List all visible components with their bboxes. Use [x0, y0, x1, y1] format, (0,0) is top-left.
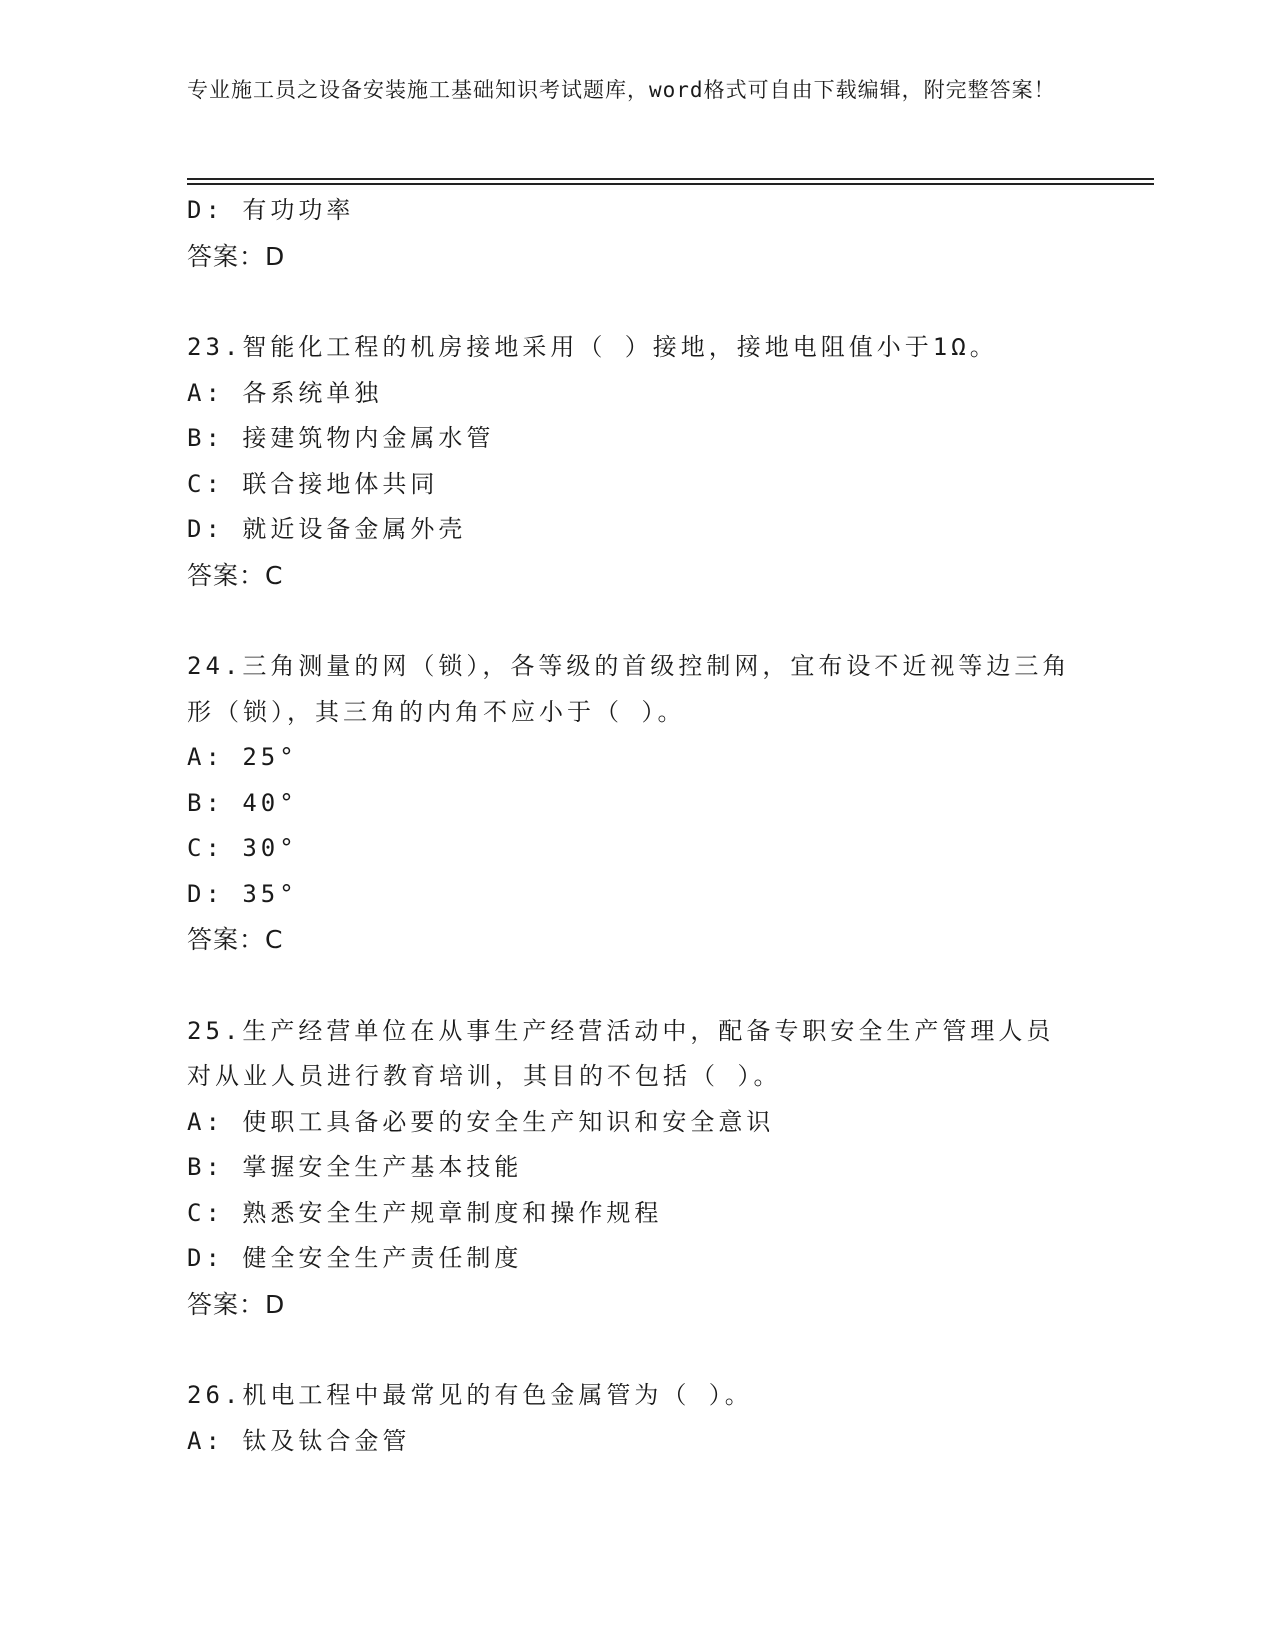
question-24 — [187, 644, 1087, 963]
document-header — [187, 74, 1067, 107]
option-a: A: 使职工具备必要的安全生产知识和安全意识 — [187, 1107, 775, 1136]
option-c: C: 30° — [187, 834, 298, 862]
question-stem: 25.生产经营单位在从事生产经营活动中，配备专职安全生产管理人员对从业人员进行教育培训，其目的不包括（ ）。 — [187, 1016, 1055, 1090]
option-d: D: 35° — [187, 879, 298, 908]
option-d: D: 健全安全生产责任制度 — [187, 1244, 523, 1272]
question-stem: 24.三角测量的网（锁），各等级的首级控制网，宜布设不近视等边三角形（锁），其三角的内角不应小于（ ）。 — [187, 652, 1071, 726]
answer-label: 答案：C — [187, 925, 284, 954]
question-26 — [187, 1373, 1087, 1464]
answer-label: 答案：C — [187, 560, 284, 590]
option-c: C: 熟悉安全生产规章制度和操作规程 — [187, 1198, 663, 1227]
option-a: A: 钛及钛合金管 — [187, 1426, 411, 1455]
question-23 — [187, 325, 1087, 598]
option-a: A: 各系统单独 — [187, 378, 383, 407]
option-b: B: 40° — [187, 788, 298, 817]
question-stem: 26.机电工程中最常见的有色金属管为（ ）。 — [187, 1381, 753, 1409]
option-d: D: 有功功率 — [187, 196, 355, 224]
question-list — [187, 188, 1087, 1464]
spacer — [187, 279, 1087, 325]
option-d: D: 就近设备金属外壳 — [187, 515, 467, 543]
spacer — [187, 963, 1087, 1009]
option-a: A: 25° — [187, 743, 298, 771]
header-text: 专业施工员之设备安装施工基础知识考试题库，word格式可自由下载编辑，附完整答案！ — [187, 78, 1056, 102]
option-c: C: 联合接地体共同 — [187, 469, 439, 498]
spacer — [187, 1327, 1087, 1373]
question-stem: 23.智能化工程的机房接地采用（ ）接地，接地电阻值小于1Ω。 — [187, 333, 998, 361]
question-25 — [187, 1009, 1087, 1328]
header-divider-top — [187, 178, 1154, 180]
option-b: B: 接建筑物内金属水管 — [187, 424, 495, 452]
option-b: B: 掌握安全生产基本技能 — [187, 1153, 523, 1181]
header-divider-bottom — [187, 183, 1154, 185]
answer-label: 答案：D — [187, 241, 286, 271]
question-22-tail — [187, 188, 1087, 279]
spacer — [187, 598, 1087, 644]
answer-label: 答案：D — [187, 1289, 286, 1319]
